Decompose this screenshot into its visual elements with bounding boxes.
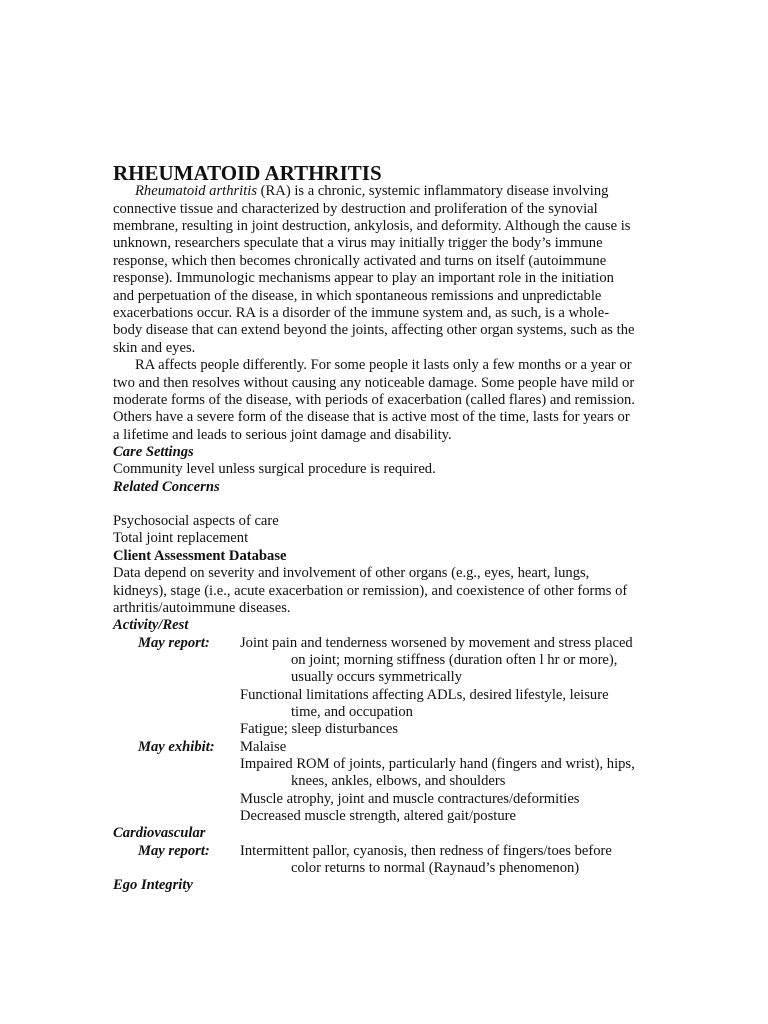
cardio-heading: Cardiovascular — [113, 825, 206, 841]
intro-line: response). Immunologic mechanisms appear to play an important role in the initiation — [113, 270, 614, 286]
care-settings-heading: Care Settings — [113, 444, 194, 460]
activity-report-line: on joint; morning stiffness (duration often l hr or more), — [291, 652, 618, 668]
database-line: Data depend on severity and involvement of other organs (e.g., eyes, heart, lungs, — [113, 565, 590, 581]
activity-exhibit-line: Muscle atrophy, joint and muscle contractures/deformities — [240, 791, 580, 807]
activity-report-line: Functional limitations affecting ADLs, desired lifestyle, leisure — [240, 687, 609, 703]
ego-heading: Ego Integrity — [113, 877, 193, 893]
para2-line: RA affects people differently. For some people it lasts only a few months or a year or — [135, 357, 632, 373]
intro-line: unknown, researchers speculate that a virus may initially trigger the body’s immune — [113, 235, 603, 251]
related-item: Total joint replacement — [113, 530, 249, 546]
activity-exhibit-line: Malaise — [240, 739, 287, 755]
database-line: arthritis/autoimmune diseases. — [113, 600, 291, 616]
intro-line: response, which then becomes chronically activated and turns on itself (autoimmune — [113, 253, 607, 269]
intro-line: and perpetuation of the disease, in which spontaneous remissions and unpredictable — [113, 288, 602, 304]
intro-line: skin and eyes. — [113, 340, 196, 356]
para2-line: moderate forms of the disease, with periods of exacerbation (called flares) and remission. — [113, 392, 635, 408]
activity-report-line: Joint pain and tenderness worsened by movement and stress placed — [240, 635, 633, 651]
activity-report-line: Fatigue; sleep disturbances — [240, 721, 399, 737]
intro-line: exacerbations occur. RA is a disorder of the immune system and, as such, is a whole- — [113, 305, 610, 321]
para2-line: a lifetime and leads to serious joint damage and disability. — [113, 427, 452, 443]
cardio-report-line: color returns to normal (Raynaud’s phenomenon) — [291, 860, 580, 876]
intro-line: connective tissue and characterized by destruction and proliferation of the synovial — [113, 201, 598, 217]
intro-term: Rheumatoid arthritis — [135, 183, 258, 199]
activity-exhibit-line: knees, ankles, elbows, and shoulders — [291, 773, 506, 789]
activity-report-line: usually occurs symmetrically — [291, 669, 463, 685]
activity-exhibit-line: Decreased muscle strength, altered gait/posture — [240, 808, 516, 824]
related-concerns-heading: Related Concerns — [113, 479, 220, 495]
care-settings-text: Community level unless surgical procedure is required. — [113, 461, 436, 477]
intro-line — [135, 183, 608, 200]
activity-report-line: time, and occupation — [291, 704, 413, 720]
cardio-report-label: May report: — [138, 843, 210, 859]
activity-report-label: May report: — [138, 635, 210, 651]
database-heading: Client Assessment Database — [113, 548, 287, 564]
activity-heading: Activity/Rest — [113, 617, 189, 633]
para2-line: Others have a severe form of the disease that is active most of the time, lasts for years or — [113, 409, 630, 425]
para2-line: two and then resolves without causing any noticeable damage. Some people have mild or — [113, 375, 635, 391]
intro-line: body disease that can extend beyond the joints, affecting other organ systems, such as the — [113, 322, 635, 338]
database-line: kidneys), stage (i.e., acute exacerbation or remission), and coexistence of other forms of — [113, 583, 628, 599]
related-item: Psychosocial aspects of care — [113, 513, 279, 529]
cardio-report-line: Intermittent pallor, cyanosis, then redness of fingers/toes before — [240, 843, 612, 859]
intro-line: membrane, resulting in joint destruction, ankylosis, and deformity. Although the cause is — [113, 218, 631, 234]
intro-first-line: (RA) is a chronic, systemic inflammatory disease involving — [257, 183, 609, 199]
activity-exhibit-line: Impaired ROM of joints, particularly hand (fingers and wrist), hips, — [240, 756, 635, 772]
activity-exhibit-label: May exhibit: — [138, 739, 215, 755]
page-title: RHEUMATOID ARTHRITIS — [113, 161, 382, 185]
